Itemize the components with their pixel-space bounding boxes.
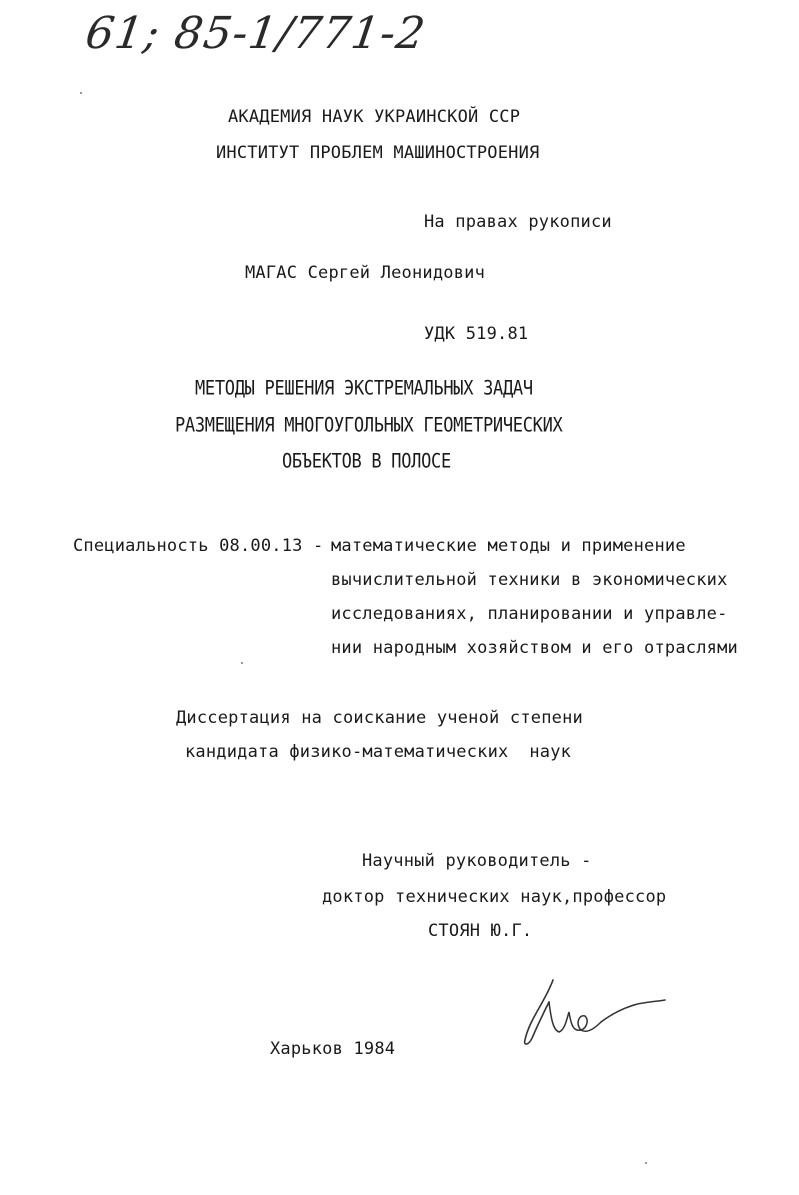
specialty-line-3: исследованиях, планировании и управле- xyxy=(331,604,728,624)
dissertation-line-1: Диссертация на соискание ученой степени xyxy=(176,708,583,728)
udc-code: УДК 519.81 xyxy=(424,324,529,344)
advisor-degree: доктор технических наук,профессор xyxy=(322,887,667,907)
institute-heading: ИНСТИТУТ ПРОБЛЕМ МАШИНОСТРОЕНИЯ xyxy=(216,143,540,163)
archive-number-handwritten: 61; 85-1/771-2 xyxy=(82,8,429,59)
scan-speck xyxy=(80,92,82,94)
scan-speck xyxy=(645,1162,647,1164)
scan-speck xyxy=(241,662,243,664)
place-year: Харьков 1984 xyxy=(270,1039,396,1059)
dissertation-line-2: кандидата физико-математических наук xyxy=(185,742,572,762)
rights-note: На правах рукописи xyxy=(424,212,612,232)
specialty-line-2: вычислительной техники в экономических xyxy=(331,570,728,590)
title-line-1: МЕТОДЫ РЕШЕНИЯ ЭКСТРЕМАЛЬНЫХ ЗАДАЧ xyxy=(195,377,533,401)
academy-heading: АКАДЕМИЯ НАУК УКРАИНСКОЙ ССР xyxy=(228,107,521,127)
signature-handwritten xyxy=(515,972,675,1052)
author-name: МАГАС Сергей Леонидович xyxy=(245,263,486,283)
advisor-name: СТОЯН Ю.Г. xyxy=(428,921,533,941)
specialty-label: Специальность 08.00.13 - xyxy=(73,536,324,556)
specialty-line-4: нии народным хозяйством и его отраслями xyxy=(331,638,738,658)
title-line-2: РАЗМЕЩЕНИЯ МНОГОУГОЛЬНЫХ ГЕОМЕТРИЧЕСКИХ xyxy=(175,414,563,438)
advisor-role: Научный руководитель - xyxy=(362,851,592,871)
specialty-line-1: математические методы и применение xyxy=(331,536,686,556)
title-line-3: ОБЪЕКТОВ В ПОЛОСЕ xyxy=(282,450,451,474)
